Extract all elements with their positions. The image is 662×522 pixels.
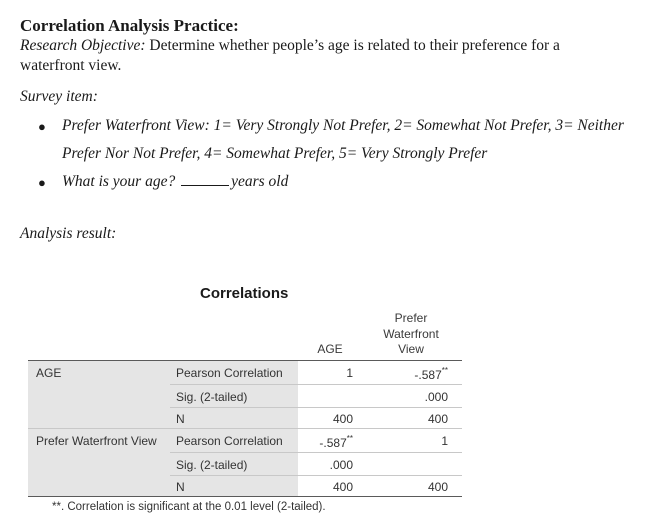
survey-item-1-line-2: Prefer Nor Not Prefer, 4= Somewhat Prefer, 5= Very Strongly Prefer [62,145,488,162]
bullet-icon: ● [38,119,46,134]
stat-label: Sig. (2-tailed) [176,390,248,404]
objective-line-2: waterfront view. [20,57,122,74]
objective-line-1 [20,37,560,55]
stat-label: Pearson Correlation [176,366,283,380]
row-divider [170,407,462,408]
cell-value: 1 [441,434,448,448]
cell-value: .000 [424,390,448,404]
col-header-line: Waterfront [383,326,439,341]
stat-label: Pearson Correlation [176,434,283,448]
objective-text: Determine whether people’s age is related to their preference for a [145,37,560,54]
cell-value: .000 [329,458,353,472]
row-group-label-prefer-waterfront-view: Prefer Waterfront View [36,434,157,448]
survey-label: Survey item: [20,88,98,105]
row-divider [170,384,462,385]
cell-value: -.587** [414,366,448,382]
cell-value: 1 [346,366,353,380]
col-header-age: AGE [317,342,343,356]
cell-value: 400 [427,480,448,494]
survey-item-2 [62,173,288,191]
analysis-label: Analysis result: [20,225,117,242]
stat-label: Sig. (2-tailed) [176,458,248,472]
table-bottom-rule [28,496,462,497]
group-divider [28,428,462,429]
cell-value: 400 [427,412,448,426]
page-title: Correlation Analysis Practice: [20,16,239,35]
stat-label: N [176,480,185,494]
cell-value: 400 [332,412,353,426]
col-header-prefer-waterfront-view [366,311,456,358]
bullet-icon: ● [38,175,46,190]
age-question: What is your age? [62,173,176,190]
table-top-rule [28,360,462,361]
table-title: Correlations [200,285,289,302]
stat-label: N [176,412,185,426]
cell-value: -.587** [319,434,353,450]
col-header-line: Prefer [394,311,428,325]
age-blank [181,173,229,186]
row-group-label-age: AGE [36,366,62,380]
age-suffix: years old [231,173,289,190]
table-footnote: **. Correlation is significant at the 0.01 level (2-tailed). [52,501,326,513]
survey-item-1-line-1: Prefer Waterfront View: 1= Very Strongly Not Prefer, 2= Somewhat Not Prefer, 3= Neither [62,117,624,134]
objective-label: Research Objective: [20,37,146,54]
cell-value: 400 [332,480,353,494]
row-divider [170,475,462,476]
col-header-line: View [398,342,424,356]
row-divider [170,452,462,453]
